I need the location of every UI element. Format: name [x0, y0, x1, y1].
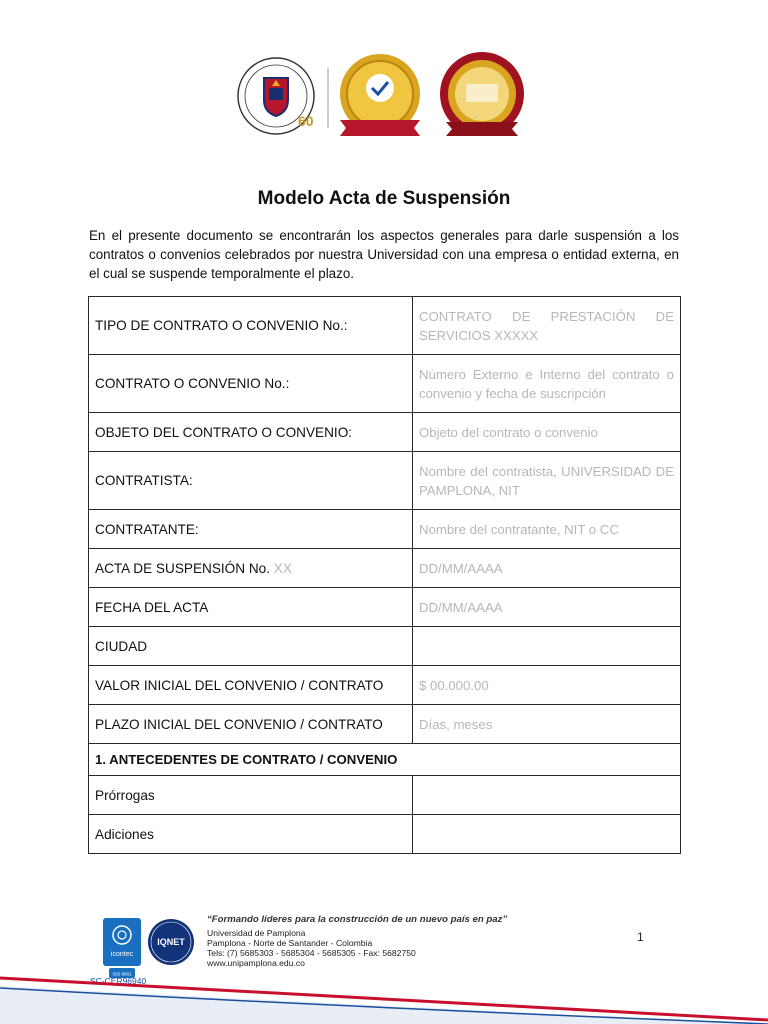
- page-footer: [0, 908, 768, 1024]
- document-title: Modelo Acta de Suspensión: [257, 188, 511, 209]
- table-row: [89, 666, 681, 705]
- row-value[interactable]: Nombre del contratante, NIT o CC: [413, 510, 681, 549]
- table-row: [89, 627, 681, 666]
- row-label: PLAZO INICIAL DEL CONVENIO / CONTRATO: [89, 705, 413, 744]
- accreditation-seal-icon: [340, 54, 420, 136]
- row-label: CIUDAD: [89, 627, 413, 666]
- university-seal-icon: [238, 58, 314, 134]
- svg-text:60: 60: [298, 113, 314, 129]
- accreditation-logos: [236, 48, 532, 144]
- page-number: 1: [637, 930, 644, 944]
- iqnet-label: IQNET: [157, 937, 185, 947]
- icontec-iso-label: ISO 9001: [112, 971, 132, 977]
- row-label: TIPO DE CONTRATO O CONVENIO No.:: [89, 297, 413, 355]
- table-row: [89, 705, 681, 744]
- row-value[interactable]: DD/MM/AAAA: [413, 549, 681, 588]
- footer-address: [207, 928, 416, 968]
- row-label: CONTRATANTE:: [89, 510, 413, 549]
- iqnet-badge-icon: [147, 918, 195, 966]
- table-row: [89, 776, 681, 815]
- address-line: Pamplona - Norte de Santander - Colombia: [207, 938, 373, 948]
- footer-slogan: “Formando líderes para la construcción de un nuevo país en paz”: [207, 914, 508, 925]
- row-value[interactable]: Objeto del contrato o convenio: [413, 413, 681, 452]
- acta-number-placeholder[interactable]: XX: [273, 560, 292, 576]
- row-value[interactable]: Días, meses: [413, 705, 681, 744]
- footer-wave-decoration: [0, 966, 768, 1024]
- table-row: [89, 815, 681, 854]
- table-row: [89, 588, 681, 627]
- row-label: Prórrogas: [89, 776, 413, 815]
- certificate-code: SC-CER96940: [90, 976, 147, 986]
- table-row: [89, 413, 681, 452]
- website-link[interactable]: www.unipamplona.edu.co: [207, 958, 305, 968]
- row-value[interactable]: [413, 627, 681, 666]
- row-label: CONTRATISTA:: [89, 452, 413, 510]
- table-row: [89, 297, 681, 355]
- acta-label: ACTA DE SUSPENSIÓN No.: [95, 560, 270, 576]
- row-label: Adiciones: [89, 815, 413, 854]
- row-value[interactable]: CONTRATO DE PRESTACIÓN DE SERVICIOS XXXXX: [413, 297, 681, 355]
- row-label: VALOR INICIAL DEL CONVENIO / CONTRATO: [89, 666, 413, 705]
- row-value[interactable]: Nombre del contratista, UNIVERSIDAD DE PAMPLONA, NIT: [413, 452, 681, 510]
- table-row: [89, 355, 681, 413]
- row-value[interactable]: [413, 815, 681, 854]
- table-row: [89, 510, 681, 549]
- table-row: [89, 452, 681, 510]
- intro-paragraph: En el presente documento se encontrarán los aspectos generales para darle suspensión a los contratos o convenios celebrados por nuestra Universidad con una empresa o entidad externa, en el cual se suspende temporalmente el plazo.: [89, 228, 679, 281]
- header-logos: [236, 48, 532, 144]
- suspension-form-table: [88, 296, 681, 854]
- icontec-label: icontec: [110, 951, 134, 958]
- address-line: Tels: (7) 5685303 - 5685304 - 5685305 - Fax: 5682750: [207, 948, 416, 958]
- row-label: OBJETO DEL CONTRATO O CONVENIO:: [89, 413, 413, 452]
- section-row: [89, 744, 681, 776]
- row-value[interactable]: DD/MM/AAAA: [413, 588, 681, 627]
- international-accreditation-seal-icon: [440, 52, 524, 136]
- row-value[interactable]: $ 00.000.00: [413, 666, 681, 705]
- row-label: FECHA DEL ACTA: [89, 588, 413, 627]
- table-row: [89, 549, 681, 588]
- row-label: CONTRATO O CONVENIO No.:: [89, 355, 413, 413]
- row-label: [89, 549, 413, 588]
- address-line: Universidad de Pamplona: [207, 928, 306, 938]
- row-value[interactable]: [413, 776, 681, 815]
- row-value[interactable]: Número Externo e Interno del contrato o convenio y fecha de suscripción: [413, 355, 681, 413]
- section-heading: 1. ANTECEDENTES DE CONTRATO / CONVENIO: [89, 744, 681, 776]
